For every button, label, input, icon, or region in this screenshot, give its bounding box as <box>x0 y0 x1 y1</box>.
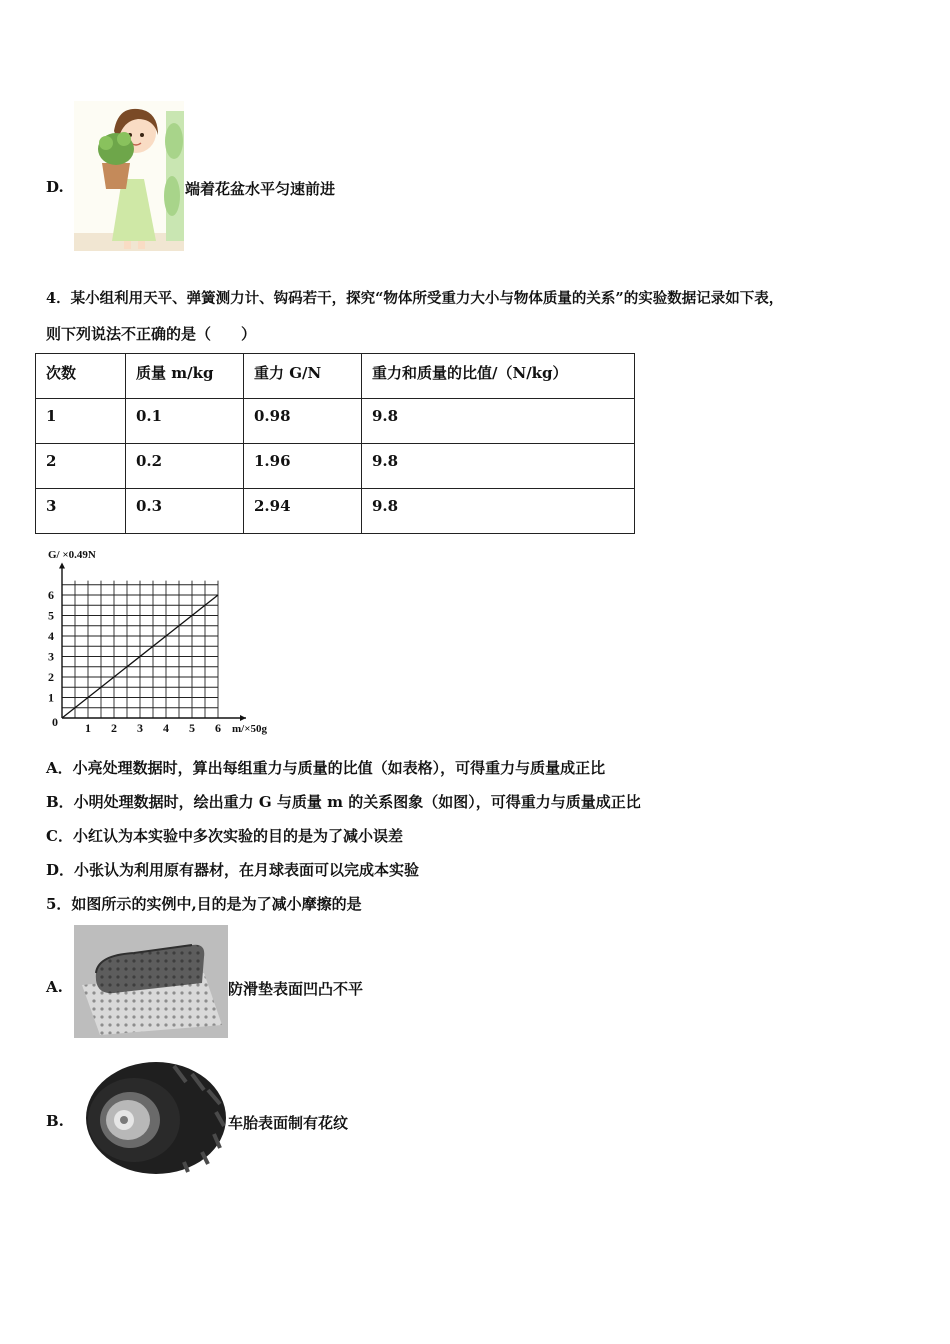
table-header-cell: 次数 <box>36 354 126 399</box>
x-tick-label: 5 <box>189 721 195 735</box>
data-table <box>35 353 635 534</box>
g-m-chart <box>34 546 294 738</box>
x-axis-label: m/×50g <box>232 723 267 735</box>
anti-slip-mat-image <box>74 925 228 1038</box>
q4-stem-line2: 则下列说法不正确的是（ ） <box>46 325 257 343</box>
table-cell: 9.8 <box>362 399 635 444</box>
q4-option-c: C．小红认为本实验中多次实验的目的是为了减小误差 <box>46 827 403 845</box>
q5-option-a-text: 防滑垫表面凹凸不平 <box>228 980 364 998</box>
table-cell: 9.8 <box>362 489 635 534</box>
x-tick-label: 4 <box>163 721 169 735</box>
q5-option-b-letter: B. <box>46 1112 64 1130</box>
x-tick-label: 6 <box>215 721 221 735</box>
option-d-text: 端着花盆水平匀速前进 <box>185 180 336 198</box>
q4-stem-line1: 4．某小组利用天平、弹簧测力计、钩码若干，探究“物体所受重力大小与物体质量的关系”的实验数据记录如下表， <box>46 290 784 307</box>
y-axis-arrow <box>59 563 65 569</box>
table-cell: 0.3 <box>126 489 244 534</box>
table-cell: 0.2 <box>126 444 244 489</box>
table-cell: 1.96 <box>244 444 362 489</box>
table-cell: 0.1 <box>126 399 244 444</box>
q4-option-b: B．小明处理数据时，绘出重力 G 与质量 m 的关系图象（如图），可得重力与质量成正比 <box>46 793 641 811</box>
y-tick-label: 2 <box>48 670 54 684</box>
girl-flowerpot-image <box>74 101 184 251</box>
q4-option-a: A．小亮处理数据时，算出每组重力与质量的比值（如表格），可得重力与质量成正比 <box>46 759 606 777</box>
table-header-cell: 重力 G/N <box>244 354 362 399</box>
table-cell: 0.98 <box>244 399 362 444</box>
origin-label: 0 <box>52 715 58 729</box>
y-tick-label: 1 <box>48 690 54 705</box>
table-header-cell: 质量 m/kg <box>126 354 244 399</box>
table-cell: 2 <box>36 444 126 489</box>
option-d-letter: D. <box>46 178 64 196</box>
table-header-row <box>36 354 635 399</box>
table-cell: 9.8 <box>362 444 635 489</box>
table-cell: 1 <box>36 399 126 444</box>
y-tick-label: 6 <box>48 588 54 602</box>
x-tick-label: 3 <box>137 721 143 735</box>
y-tick-label: 4 <box>48 629 54 643</box>
x-axis-arrow <box>240 715 246 721</box>
y-tick-label: 3 <box>48 649 54 664</box>
table-header-cell: 重力和质量的比值/（N/kg） <box>362 354 635 399</box>
table-cell: 2.94 <box>244 489 362 534</box>
q5-option-b-text: 车胎表面制有花纹 <box>228 1114 349 1132</box>
table-cell: 3 <box>36 489 126 534</box>
y-axis-label: G/ ×0.49N <box>48 549 96 561</box>
q5-stem: 5．如图所示的实例中,目的是为了减小摩擦的是 <box>46 895 362 913</box>
table-row <box>36 489 635 534</box>
y-tick-label: 5 <box>48 608 54 623</box>
x-tick-label: 2 <box>111 721 117 735</box>
tire-image <box>74 1060 228 1176</box>
q4-option-d: D．小张认为利用原有器材，在月球表面可以完成本实验 <box>46 861 420 879</box>
q5-option-a-letter: A. <box>46 978 63 996</box>
x-tick-label: 1 <box>85 721 91 735</box>
table-row <box>36 399 635 444</box>
table-row <box>36 444 635 489</box>
